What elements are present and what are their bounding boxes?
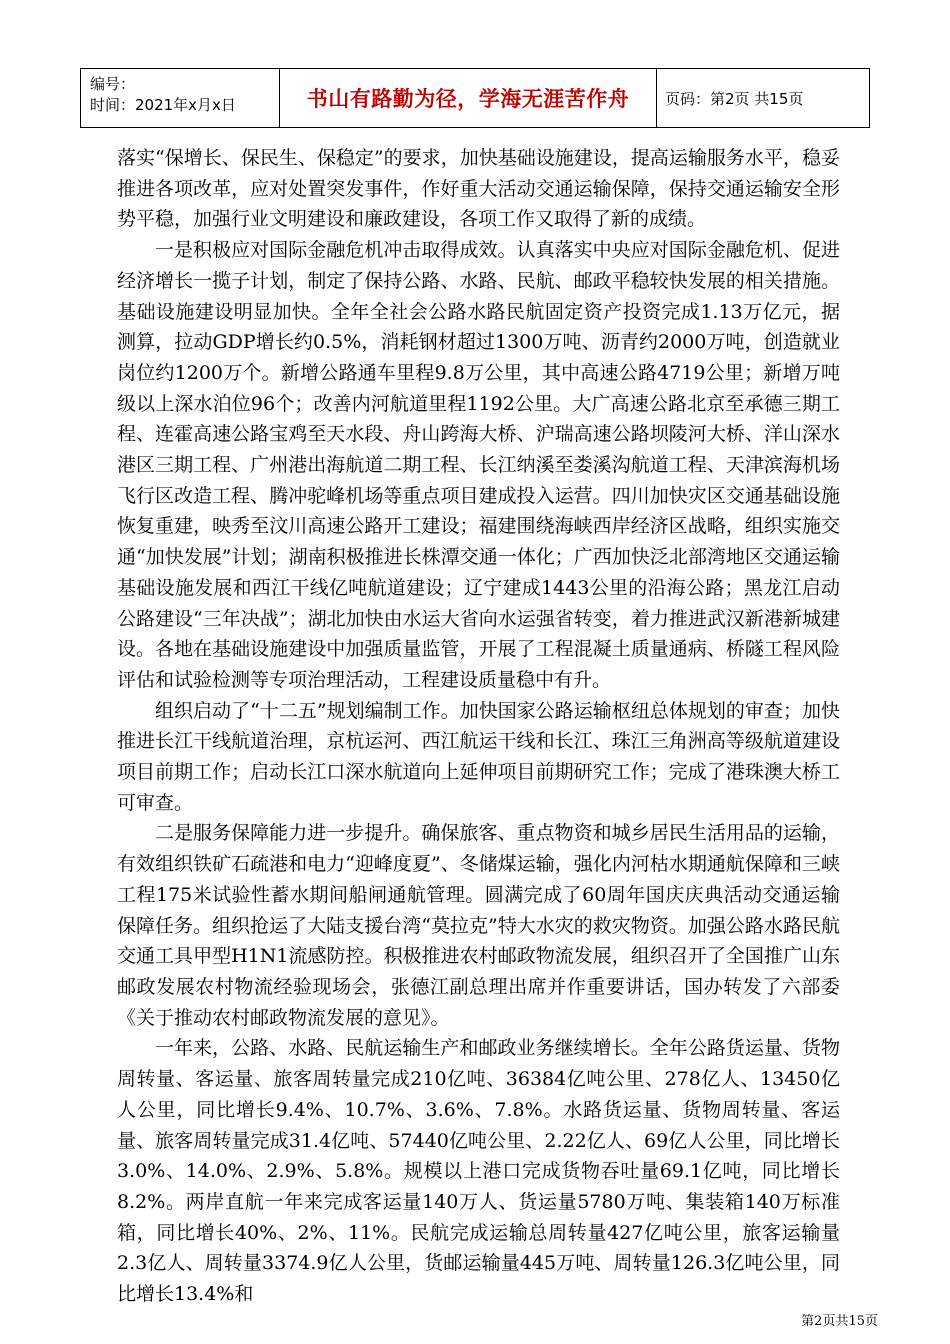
date-line: 时间：2021年x月x日	[90, 96, 236, 114]
paragraph: 落实“保增长、保民生、保稳定”的要求，加快基础设施建设，提高运输服务水平，稳妥推进各项改革，应对处置突发事件，作好重大活动交通运输保障，保持交通运输安全形势平稳，加强行业文明建设和廉政建设，各项工作又取得了新的成绩。	[117, 147, 840, 231]
document-body	[117, 143, 840, 1310]
header-page-info: 页码：第2页 共15页	[665, 89, 804, 108]
doc-number-label: 编号：	[90, 75, 136, 93]
page-header	[80, 68, 870, 128]
paragraph: 一是积极应对国际金融危机冲击取得成效。认真落实中央应对国际金融危机、促进经济增长一揽子计划，制定了保持公路、水路、民航、邮政平稳较快发展的相关措施。基础设施建设明显加快。全年全社会公路水路民航固定资产投资完成1.13万亿元，据测算，拉动GDP增长约0.5%，消耗钢材超过1300万吨、沥青约2000万吨，创造就业岗位约1200万个。新增公路通车里程9.8万公里，其中高速公路4719公里；新增万吨级以上深水泊位96个；改善内河航道里程1192公里。大广高速公路北京至承德三期工程、连霍高速公路宝鸡至天水段、舟山跨海大桥、沪瑞高速公路坝陵河大桥、洋山深水港区三期工程、广州港出海航道二期工程、长江纳溪至娄溪沟航道工程、天津滨海机场飞行区改造工程、腾冲驼峰机场等重点项目建成投入运营。四川加快灾区交通基础设施恢复重建，映秀至汶川高速公路开工建设；福建围绕海峡西岸经济区战略，组织实施交通“加快发展”计划；湖南积极推进长株潭交通一体化；广西加快泛北部湾地区交通运输基础设施发展和西江干线亿吨航道建设；辽宁建成1443公里的沿海公路；黑龙江启动公路建设“三年决战”；湖北加快由水运大省向水运强省转变，着力推进武汉新港新城建设。各地在基础设施建设中加强质量监管，开展了工程混凝土质量通病、桥隧工程风险评估和试验检测等专项治理活动，工程建设质量稳中有升。	[117, 239, 840, 691]
paragraph: 二是服务保障能力进一步提升。确保旅客、重点物资和城乡居民生活用品的运输，有效组织铁矿石疏港和电力“迎峰度夏”、冬储煤运输，强化内河枯水期通航保障和三峡工程175米试验性蓄水期间船闸通航管理。圆满完成了60周年国庆庆典活动交通运输保障任务。组织抢运了大陆支援台湾“莫拉克”特大水灾的救灾物资。加强公路水路民航交通工具甲型H1N1流感防控。积极推进农村邮政物流发展，组织召开了全国推广山东邮政发展农村物流经验现场会，张德江副总理出席并作重要讲话，国办转发了六部委《关于推动农村邮政物流发展的意见》。	[117, 822, 840, 1029]
paragraph: 一年来，公路、水路、民航运输生产和邮政业务继续增长。全年公路货运量、货物周转量、客运量、旅客周转量完成210亿吨、36384亿吨公里、278亿人、13450亿人公里，同比增长9.4%、10.7%、3.6%、7.8%。水路货运量、货物周转量、客运量、旅客周转量完成31.4亿吨、57440亿吨公里、2.22亿人、69亿人公里，同比增长3.0%、14.0%、2.9%、5.8%。规模以上港口完成货物吞吐量69.1亿吨，同比增长8.2%。两岸直航一年来完成客运量140万人、货运量5780万吨、集装箱140万标准箱，同比增长40%、2%、11%。民航完成运输总周转量427亿吨公里，旅客运输量2.3亿人、周转量3374.9亿人公里，货邮运输量445万吨、周转量126.3亿吨公里，同比增长13.4%和	[117, 1037, 840, 1306]
page-footer: 第2页共15页	[801, 1314, 878, 1329]
header-motto: 书山有路勤为径，学海无涯苦作舟	[280, 69, 657, 127]
paragraph: 组织启动了“十二五”规划编制工作。加快国家公路运输枢纽总体规划的审查；加快推进长江干线航道治理，京杭运河、西江航运干线和长江、珠江三角洲高等级航道建设项目前期工作；启动长江口深水航道向上延伸项目前期研究工作；完成了港珠澳大桥工可审查。	[117, 699, 840, 814]
header-meta	[81, 69, 280, 127]
